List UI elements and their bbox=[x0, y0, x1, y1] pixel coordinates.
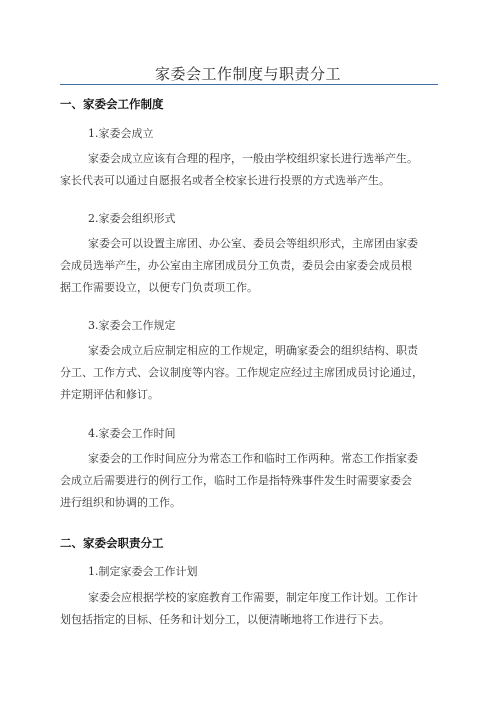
paragraph-line: 划包括指定的目标、任务和计划分工，以便清晰地将工作进行下去。 bbox=[60, 613, 390, 626]
subheading-1-4: 4.家委会工作时间 bbox=[88, 427, 176, 440]
subheading-1-2: 2.家委会组织形式 bbox=[88, 212, 176, 225]
paragraph-line: 家委会成立应该有合理的程序，一般由学校组织家长进行选举产生。 bbox=[88, 152, 418, 165]
title-underline bbox=[60, 84, 438, 85]
paragraph-line: 据工作需要设立，以便专门负责项工作。 bbox=[60, 281, 258, 294]
paragraph-line: 家委会应根据学校的家庭教育工作需要，制定年度工作计划。工作计 bbox=[88, 591, 418, 604]
paragraph-line: 家委会可以设置主席团、办公室、委员会等组织形式，主席团由家委 bbox=[88, 237, 418, 250]
paragraph-line: 进行组织和协调的工作。 bbox=[60, 496, 181, 509]
subheading-2-1: 1.制定家委会工作计划 bbox=[88, 565, 198, 578]
section-heading-2: 二、家委会职责分工 bbox=[60, 536, 164, 550]
paragraph-1-1 bbox=[60, 148, 440, 192]
section-heading-1: 一、家委会工作制度 bbox=[60, 97, 164, 111]
paragraph-2-1 bbox=[60, 587, 440, 631]
paragraph-line: 会成立后需要进行的例行工作，临时工作是指特殊事件发生时需要家委会 bbox=[60, 474, 412, 487]
paragraph-line: 分工、工作方式、会议制度等内容。工作规定应经过主席团成员讨论通过， bbox=[60, 366, 423, 379]
paragraph-line: 并定期评估和修订。 bbox=[60, 388, 159, 401]
paragraph-1-3 bbox=[60, 340, 440, 406]
subheading-1-1: 1.家委会成立 bbox=[88, 127, 154, 140]
document-title: 家委会工作制度与职责分工 bbox=[154, 65, 341, 83]
paragraph-line: 家长代表可以通过自愿报名或者全校家长进行投票的方式选举产生。 bbox=[60, 174, 390, 187]
paragraph-line: 会成员选举产生，办公室由主席团成员分工负责，委员会由家委会成员根 bbox=[60, 259, 412, 272]
paragraph-1-2 bbox=[60, 233, 440, 299]
paragraph-line: 家委会的工作时间应分为常态工作和临时工作两种。常态工作指家委 bbox=[88, 452, 418, 465]
paragraph-1-4 bbox=[60, 448, 440, 514]
subheading-1-3: 3.家委会工作规定 bbox=[88, 319, 176, 332]
paragraph-line: 家委会成立后应制定相应的工作规定，明确家委会的组织结构、职责 bbox=[88, 344, 418, 357]
